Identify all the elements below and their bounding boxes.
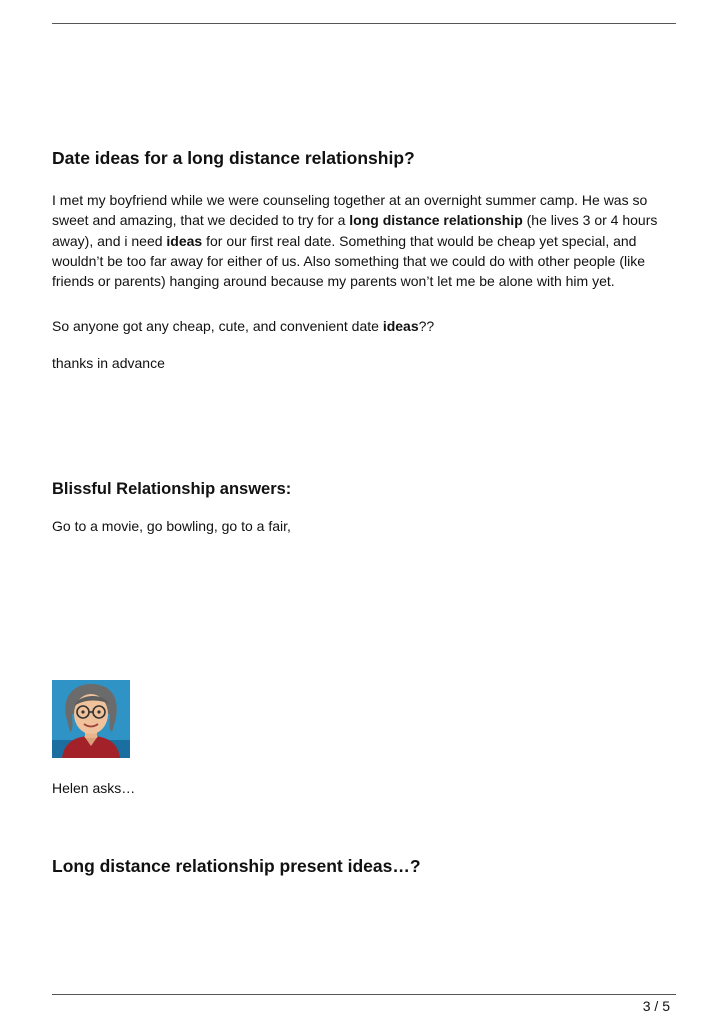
question-body-text-2: (he lives 3 or 4 hours away), and i need (52, 212, 658, 249)
page-number: 3 / 5 (642, 998, 670, 1014)
answer-heading: Blissful Relationship answers: (52, 480, 292, 498)
cartoon-woman-avatar-icon (52, 680, 130, 758)
question-body-bold-2: ideas (166, 232, 203, 249)
question-body-followup (52, 316, 684, 336)
followup-text-2: ?? (418, 318, 435, 334)
question-body-text-3: for our first real date. Something that would be cheap yet special, and wouldn’t be too far away for either of us. Also something that we could do with other people (like friends or parents) hanging around because my parents won’t let me be alone with him yet. (52, 232, 646, 290)
question-title: Date ideas for a long distance relationship? (52, 148, 415, 168)
question-thanks: thanks in advance (52, 355, 165, 371)
followup-bold: ideas (382, 318, 419, 334)
question-body-text-1: I met my boyfriend while we were counseling together at an overnight summer camp. He was so sweet and amazing, that we decided to try for a (52, 192, 648, 229)
question-body-bold-1: long distance relationship (349, 212, 523, 229)
question-body (52, 190, 684, 291)
question-2-title: Long distance relationship present ideas…? (52, 856, 421, 876)
asker-line: Helen asks… (52, 780, 136, 796)
header-rule (52, 23, 676, 24)
footer-rule (52, 994, 676, 995)
answer-text: Go to a movie, go bowling, go to a fair, (52, 518, 291, 534)
followup-text-1: So anyone got any cheap, cute, and convenient date (52, 318, 383, 334)
